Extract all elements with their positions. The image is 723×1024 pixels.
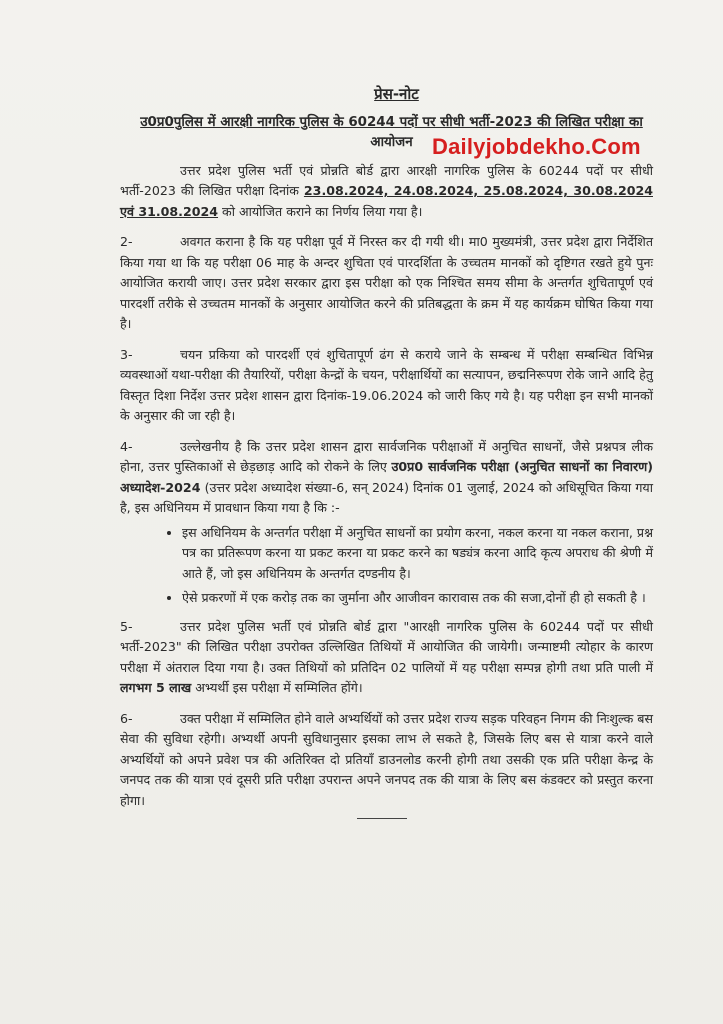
ordinance-name: उ0प्र0 सार्वजनिक परीक्षा (अनुचित साधनों का निवारण) अध्यादेश-2024: [120, 459, 653, 495]
watermark-logo: Dailyjobdekho.Com: [432, 134, 641, 159]
provision-item-2: • ऐसे प्रकरणों में एक करोड़ तक का जुर्माना और आजीवन कारावास तक की सजा,दोनों ही हो सकती है ।: [182, 588, 653, 609]
paragraph-5-text-a: उत्तर प्रदेश पुलिस भर्ती एवं प्रोन्नति बोर्ड द्वारा "आरक्षी नागरिक पुलिस के 60244 पदों पर सीधी भर्ती-2023" की लिखित परीक्षा उपरोक्त उल्लिखित तिथियों में आयोजित की जायेगी। जन्माष्टमी त्योहार के कारण परीक्षा में अंतराल दिया गया है। उक्त तिथियों को प्रतिदिन 02 पालियों में यह परीक्षा सम्पन्न होगी तथा प्रति पाली में: [120, 618, 653, 675]
subject-line-2: आयोजन: [370, 134, 413, 150]
paragraph-5: [120, 617, 653, 699]
paragraph-5-number: 5-: [120, 618, 133, 634]
paragraph-3-text: चयन प्रकिया को पारदर्शी एवं शुचितापूर्ण ढंग से कराये जाने के सम्बन्ध में परीक्षा सम्बन्धित विभिन्न व्यवस्थाओं यथा-परीक्षा की तैयारियों, परीक्षा केन्द्रों के चयन, परीक्षार्थियों का सत्यापन, छद्मनिरूपण रोके जाने आदि हेतु विस्तृत दिशा निर्देश उत्तर प्रदेश शासन द्वारा दिनांक-19.06.2024 को जारी किए गये है। यह परीक्षा इन सभी मानकों के अनुसार की जा रही है।: [120, 346, 653, 423]
paragraph-4-text-a: उल्लेखनीय है कि उत्तर प्रदेश शासन द्वारा सार्वजनिक परीक्षाओं में अनुचित साधनों, जैसे प्रश्नपत्र लीक होना, उत्तर पुस्तिकाओं से छेड़छाड़ आदि को रोकने के लिए: [120, 438, 653, 474]
paragraph-5-text-b: अभ्यर्थी इस परीक्षा में सम्मिलित होंगे।: [195, 680, 363, 695]
document-title: प्रेस-नोट: [374, 85, 419, 103]
provision-item-1: • इस अधिनियम के अन्तर्गत परीक्षा में अनुचित साधनों का प्रयोग करना, नकल करना या नकल कराना, प्रश्न पत्र का प्रतिरूपण करना या प्रकट करना या प्रकट करने का षड्यंत्र करना आदि कृत्य अपराध की श्रेणी में आते हैं, जो इस अधिनियम के अन्तर्गत दण्डनीय है।: [182, 523, 653, 585]
paragraph-4: [120, 437, 653, 519]
candidate-count: लगभग 5 लाख: [120, 680, 192, 695]
provision-list: [120, 523, 653, 609]
paragraph-6-text: उक्त परीक्षा में सम्मिलित होने वाले अभ्यर्थियों को उत्तर प्रदेश राज्य सड़क परिवहन निगम की निःशुल्क बस सेवा की सुविधा रहेगी। अभ्यर्थी अपनी सुविधानुसार इसका लाभ ले सकते है, जिसके लिए बस से यात्रा करने वाले अभ्यर्थियों को अपने प्रवेश पत्र की अतिरिक्त दो प्रतियॉं डाउनलोड करनी होगी तथा उसकी एक प्रति परीक्षा केन्द्र के जनपद तक की यात्रा एवं दूसरी प्रति परीक्षा उपरान्त अपने जनपद तक की यात्रा के लिए बस कंडक्टर को प्रस्तुत करना होगा।: [120, 710, 653, 808]
paragraph-2: [120, 232, 653, 335]
paragraph-6: [120, 709, 653, 812]
end-divider: [357, 818, 407, 819]
paragraph-1-tail: को आयोजित कराने का निर्णय लिया गया है।: [222, 203, 423, 219]
paragraph-2-number: 2-: [120, 234, 133, 249]
exam-dates: 23.08.2024, 24.08.2024, 25.08.2024, 30.08.2024 एवं 31.08.2024: [120, 183, 653, 219]
subject-line-1: उ0प्र0पुलिस में आरक्षी नागरिक पुलिस के 60244 पदों पर सीधी भर्ती-2023 की लिखित परीक्षा का: [140, 114, 643, 130]
paragraph-3-number: 3-: [120, 346, 133, 362]
paragraph-4-number: 4-: [120, 438, 133, 454]
paragraph-1: [120, 161, 653, 223]
paragraph-4-text-b: (उत्तर प्रदेश अध्यादेश संख्या-6, सन् 2024) दिनांक 01 जुलाई, 2024 को अधिसूचित किया गया है, इस अधिनियम में प्रावधान किया गया है कि :-: [120, 479, 653, 515]
paragraph-1-text: उत्तर प्रदेश पुलिस भर्ती एवं प्रोन्नति बोर्ड द्वारा आरक्षी नागरिक पुलिस के 60244 पदों पर सीधी भर्ती-2023 की लिखित परीक्षा दिनांक: [120, 162, 653, 198]
paragraph-3: [120, 345, 653, 427]
paragraph-2-text: अवगत कराना है कि यह परीक्षा पूर्व में निरस्त कर दी गयी थी। मा0 मुख्यमंत्री, उत्तर प्रदेश द्वारा निर्देशित किया गया था कि यह परीक्षा 06 माह के अन्दर शुचिता एवं पारदर्शिता के उच्चतम मानकों को दृष्टिगत रखते हुये पुनः आयोजित करायी जाए। उत्तर प्रदेश सरकार द्वारा इस परीक्षा को एक निश्चित समय सीमा के अन्तर्गत शुचितापूर्ण एवं पारदर्शी तरीके से उच्चतम मानकों के अनुसार आयोजित करने की प्रतिबद्धता के क्रम में यह कार्यक्रम घोषित किया गया है।: [120, 234, 653, 331]
paragraph-6-number: 6-: [120, 710, 133, 726]
